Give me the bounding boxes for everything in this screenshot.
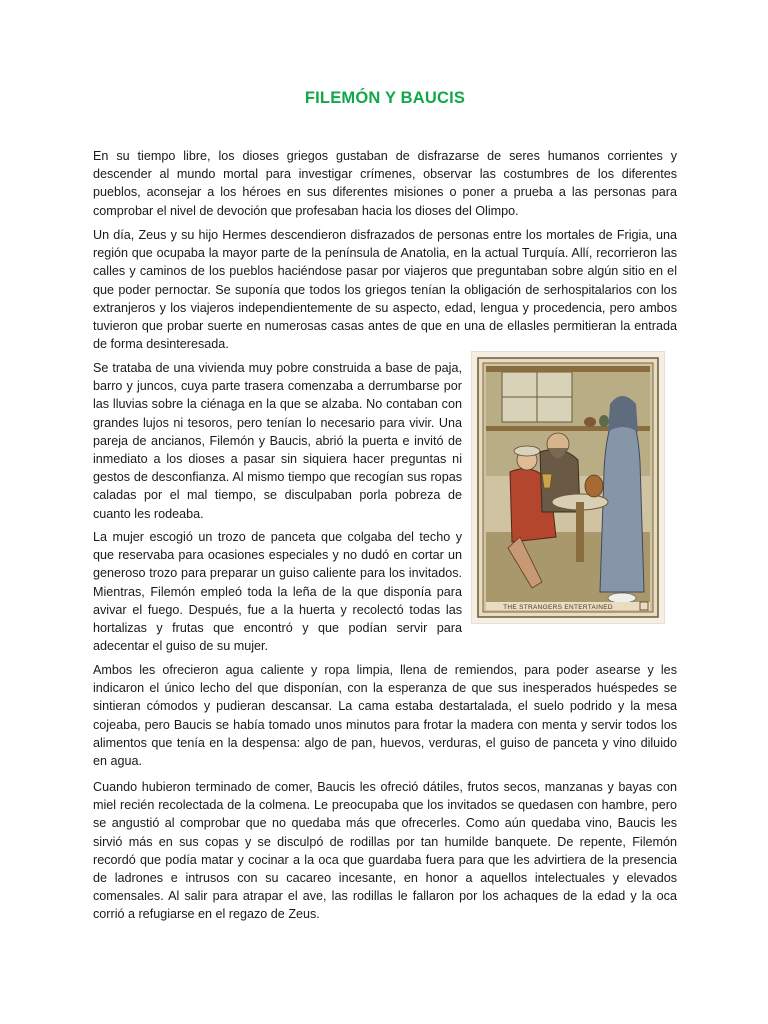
- paragraph-panceta: La mujer escogió un trozo de panceta que colgaba del techo y que reservaba para ocasiones especiales y no dudó en cortar un generoso trozo para preparar un guiso caliente para los invitados. Mientras, Filemón empleó toda la leña de la que disponía para avivar el fuego. Después, fue a la huerta y recolectó todas las hortalizas y frutas que encontró y que podían servir para adecentar el guiso de su mujer.: [93, 530, 462, 654]
- page-title: FILEMÓN Y BAUCIS: [304, 89, 466, 107]
- illustration-caption: THE STRANGERS ENTERTAINED: [503, 604, 613, 611]
- paragraph-vivienda: Se trataba de una vivienda muy pobre construida a base de paja, barro y juncos, cuya parte trasera comenzaba a derrumbarse por las lluvias sobre la ciénaga en la que se alzaba. No contaban con grandes lujos ni tesoros, pero tenían lo necesario para vivir. Una pareja de ancianos, Filemón y Baucis, abrió la puerta e invitó de inmediato a los dioses a pasar sin siquiera hacer preguntas ni gestos de desconfianza. Al mismo tiempo que recogían sus ropas caladas por el mal tiempo, se disculpaban porla pobreza de cuanto les rodeaba.: [93, 361, 462, 521]
- paragraph-zeus-hermes: Un día, Zeus y su hijo Hermes descendieron disfrazados de personas entre los mortales de Frigia, una región que ocupaba la mayor parte de la península de Anatolia, en la actual Turquía. Allí, recorrieron las calles y caminos de los pueblos haciéndose pasar por viajeros que preguntaban sobre algún sitio en el que poder pernoctar. Se suponía que todos los griegos tenían la obligación de serhospitalarios con los extranjeros y los viajeros independientemente de su aspecto, edad, lengua y procedencia, pero ambos tuvieron que probar suerte en numerosas casas antes de que en una de ellasles permitieran la entrada de forma desinteresada.: [93, 228, 677, 352]
- illustration-image: [472, 352, 664, 623]
- paragraph-intro: En su tiempo libre, los dioses griegos gustaban de disfrazarse de seres humanos corrientes y descender al mundo mortal para investigar crímenes, observar las costumbres de los diferentes pueblos, aconsejar a los héroes en sus diferentes misiones o poner a prueba a las personas para comprobar el nivel de devoción que profesaban hacia los dioses del Olimpo.: [93, 149, 677, 218]
- paragraph-agua-caliente: Ambos les ofrecieron agua caliente y ropa limpia, llena de remiendos, para poder asearse y les indicaron el único lecho del que disponían, con la esperanza de que sus inesperados huéspedes se sintieran cómodos y pudieran descansar. La cama estaba destartalada, el suelo podrido y la mesa cojeaba, pero Baucis se había tomado unos minutos para frotar la madera con menta y servir todos los alimentos que tenía en la despensa: algo de pan, huevos, verduras, el guiso de panceta y vino diluido en agua.: [93, 663, 677, 769]
- paragraph-banquete: Cuando hubieron terminado de comer, Baucis les ofreció dátiles, frutos secos, manzanas y bayas con miel recién recolectada de la colmena. Le preocupaba que los invitados se quedasen con hambre, pero se angustió al comprobar que no quedaba más que ofrecerles. Como aún quedaba vino, Baucis les sirvió más en sus copas y se disculpó de rodillas por tan humilde banquete. De repente, Filemón recordó que podía matar y cocinar a la oca que guardaba fuera para que les advirtiera de la presencia de ladrones e intrusos con su cacareo incesante, en honor a aquellos intelectuales y elevados comensales. Al salir para atrapar el ave, las rodillas le fallaron por los achaques de la edad y la oca corrió a refugiarse en el regazo de Zeus.: [93, 780, 677, 922]
- illustration-strangers-entertained: [472, 352, 664, 623]
